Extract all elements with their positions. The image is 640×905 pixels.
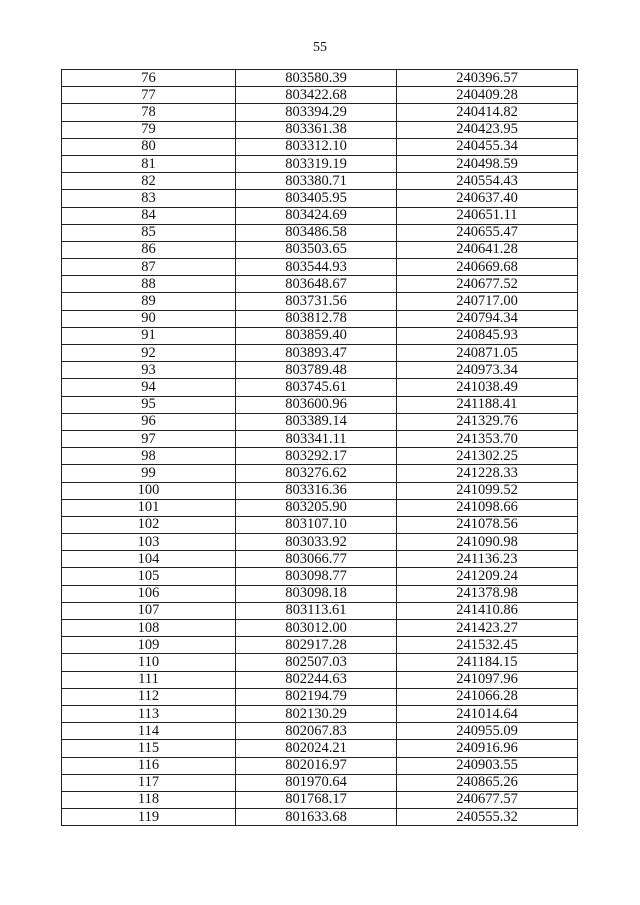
x-coordinate-cell: 803394.29 [236, 104, 397, 121]
point-number-cell: 80 [62, 138, 236, 155]
point-number-cell: 105 [62, 568, 236, 585]
table-row [62, 654, 578, 671]
table-row [62, 671, 578, 688]
y-coordinate-cell: 240669.68 [397, 259, 578, 276]
table-row [62, 705, 578, 722]
table-row [62, 809, 578, 826]
x-coordinate-cell: 803580.39 [236, 70, 397, 87]
point-number-cell: 98 [62, 448, 236, 465]
table-row [62, 155, 578, 172]
y-coordinate-cell: 240871.05 [397, 345, 578, 362]
x-coordinate-cell: 803361.38 [236, 121, 397, 138]
x-coordinate-cell: 803312.10 [236, 138, 397, 155]
table-row [62, 379, 578, 396]
point-number-cell: 81 [62, 155, 236, 172]
y-coordinate-cell: 241329.76 [397, 413, 578, 430]
y-coordinate-cell: 241209.24 [397, 568, 578, 585]
y-coordinate-cell: 241066.28 [397, 688, 578, 705]
x-coordinate-cell: 802067.83 [236, 723, 397, 740]
point-number-cell: 78 [62, 104, 236, 121]
x-coordinate-cell: 802024.21 [236, 740, 397, 757]
x-coordinate-cell: 803424.69 [236, 207, 397, 224]
x-coordinate-cell: 802130.29 [236, 705, 397, 722]
x-coordinate-cell: 802016.97 [236, 757, 397, 774]
x-coordinate-cell: 803405.95 [236, 190, 397, 207]
table-row [62, 345, 578, 362]
table-row [62, 138, 578, 155]
point-number-cell: 82 [62, 173, 236, 190]
y-coordinate-cell: 241038.49 [397, 379, 578, 396]
point-number-cell: 84 [62, 207, 236, 224]
point-number-cell: 119 [62, 809, 236, 826]
x-coordinate-cell: 803389.14 [236, 413, 397, 430]
point-number-cell: 110 [62, 654, 236, 671]
table-row [62, 310, 578, 327]
y-coordinate-cell: 241097.96 [397, 671, 578, 688]
table-row [62, 688, 578, 705]
y-coordinate-cell: 240637.40 [397, 190, 578, 207]
point-number-cell: 90 [62, 310, 236, 327]
x-coordinate-cell: 802507.03 [236, 654, 397, 671]
x-coordinate-cell: 803066.77 [236, 551, 397, 568]
point-number-cell: 102 [62, 516, 236, 533]
table-row [62, 276, 578, 293]
y-coordinate-cell: 241090.98 [397, 534, 578, 551]
page-number: 55 [313, 40, 327, 55]
table-row [62, 121, 578, 138]
point-number-cell: 88 [62, 276, 236, 293]
table-row [62, 774, 578, 791]
point-number-cell: 87 [62, 259, 236, 276]
x-coordinate-cell: 803731.56 [236, 293, 397, 310]
y-coordinate-cell: 241136.23 [397, 551, 578, 568]
point-number-cell: 94 [62, 379, 236, 396]
point-number-cell: 96 [62, 413, 236, 430]
y-coordinate-cell: 240916.96 [397, 740, 578, 757]
point-number-cell: 99 [62, 465, 236, 482]
x-coordinate-cell: 803341.11 [236, 430, 397, 447]
y-coordinate-cell: 241078.56 [397, 516, 578, 533]
x-coordinate-cell: 801633.68 [236, 809, 397, 826]
y-coordinate-cell: 241228.33 [397, 465, 578, 482]
y-coordinate-cell: 241532.45 [397, 637, 578, 654]
point-number-cell: 91 [62, 327, 236, 344]
x-coordinate-cell: 802194.79 [236, 688, 397, 705]
point-number-cell: 97 [62, 430, 236, 447]
x-coordinate-cell: 803503.65 [236, 241, 397, 258]
y-coordinate-cell: 241184.15 [397, 654, 578, 671]
x-coordinate-cell: 803812.78 [236, 310, 397, 327]
point-number-cell: 118 [62, 791, 236, 808]
point-number-cell: 112 [62, 688, 236, 705]
table-row [62, 499, 578, 516]
point-number-cell: 85 [62, 224, 236, 241]
x-coordinate-cell: 803422.68 [236, 87, 397, 104]
table-row [62, 602, 578, 619]
table-row [62, 190, 578, 207]
y-coordinate-cell: 241410.86 [397, 602, 578, 619]
table-row [62, 224, 578, 241]
table-row [62, 362, 578, 379]
point-number-cell: 108 [62, 620, 236, 637]
x-coordinate-cell: 803098.77 [236, 568, 397, 585]
y-coordinate-cell: 241378.98 [397, 585, 578, 602]
point-number-cell: 106 [62, 585, 236, 602]
x-coordinate-cell: 803205.90 [236, 499, 397, 516]
y-coordinate-cell: 241014.64 [397, 705, 578, 722]
x-coordinate-cell: 803098.18 [236, 585, 397, 602]
y-coordinate-cell: 240409.28 [397, 87, 578, 104]
table-row [62, 104, 578, 121]
point-number-cell: 107 [62, 602, 236, 619]
point-number-cell: 109 [62, 637, 236, 654]
table-row [62, 568, 578, 585]
point-number-cell: 114 [62, 723, 236, 740]
point-number-cell: 79 [62, 121, 236, 138]
x-coordinate-cell: 803745.61 [236, 379, 397, 396]
y-coordinate-cell: 240423.95 [397, 121, 578, 138]
x-coordinate-cell: 803893.47 [236, 345, 397, 362]
table-row [62, 791, 578, 808]
point-number-cell: 86 [62, 241, 236, 258]
x-coordinate-cell: 803113.61 [236, 602, 397, 619]
y-coordinate-cell: 240955.09 [397, 723, 578, 740]
point-number-cell: 92 [62, 345, 236, 362]
x-coordinate-cell: 803789.48 [236, 362, 397, 379]
table-row [62, 241, 578, 258]
y-coordinate-cell: 240973.34 [397, 362, 578, 379]
x-coordinate-cell: 801768.17 [236, 791, 397, 808]
point-number-cell: 111 [62, 671, 236, 688]
y-coordinate-cell: 240554.43 [397, 173, 578, 190]
y-coordinate-cell: 240677.57 [397, 791, 578, 808]
coordinates-table [61, 69, 578, 826]
y-coordinate-cell: 240677.52 [397, 276, 578, 293]
y-coordinate-cell: 241423.27 [397, 620, 578, 637]
point-number-cell: 76 [62, 70, 236, 87]
x-coordinate-cell: 803319.19 [236, 155, 397, 172]
table-row [62, 448, 578, 465]
point-number-cell: 115 [62, 740, 236, 757]
x-coordinate-cell: 803544.93 [236, 259, 397, 276]
y-coordinate-cell: 240396.57 [397, 70, 578, 87]
x-coordinate-cell: 803012.00 [236, 620, 397, 637]
table-row [62, 413, 578, 430]
x-coordinate-cell: 802244.63 [236, 671, 397, 688]
table-row [62, 534, 578, 551]
table-row [62, 757, 578, 774]
point-number-cell: 101 [62, 499, 236, 516]
y-coordinate-cell: 241098.66 [397, 499, 578, 516]
table-row [62, 740, 578, 757]
table-row [62, 723, 578, 740]
x-coordinate-cell: 803276.62 [236, 465, 397, 482]
point-number-cell: 100 [62, 482, 236, 499]
table-row [62, 327, 578, 344]
table-row [62, 620, 578, 637]
table-row [62, 585, 578, 602]
table-row [62, 70, 578, 87]
y-coordinate-cell: 240555.32 [397, 809, 578, 826]
point-number-cell: 93 [62, 362, 236, 379]
table-row [62, 482, 578, 499]
x-coordinate-cell: 803486.58 [236, 224, 397, 241]
point-number-cell: 116 [62, 757, 236, 774]
y-coordinate-cell: 240845.93 [397, 327, 578, 344]
y-coordinate-cell: 240794.34 [397, 310, 578, 327]
y-coordinate-cell: 240903.55 [397, 757, 578, 774]
point-number-cell: 89 [62, 293, 236, 310]
point-number-cell: 103 [62, 534, 236, 551]
table-row [62, 293, 578, 310]
y-coordinate-cell: 241188.41 [397, 396, 578, 413]
y-coordinate-cell: 241099.52 [397, 482, 578, 499]
coordinates-table-body [62, 70, 578, 826]
table-row [62, 430, 578, 447]
x-coordinate-cell: 803600.96 [236, 396, 397, 413]
point-number-cell: 117 [62, 774, 236, 791]
y-coordinate-cell: 240717.00 [397, 293, 578, 310]
point-number-cell: 113 [62, 705, 236, 722]
x-coordinate-cell: 803033.92 [236, 534, 397, 551]
x-coordinate-cell: 803648.67 [236, 276, 397, 293]
y-coordinate-cell: 240651.11 [397, 207, 578, 224]
y-coordinate-cell: 240865.26 [397, 774, 578, 791]
x-coordinate-cell: 803292.17 [236, 448, 397, 465]
table-row [62, 516, 578, 533]
table-row [62, 259, 578, 276]
table-row [62, 87, 578, 104]
x-coordinate-cell: 803107.10 [236, 516, 397, 533]
y-coordinate-cell: 240498.59 [397, 155, 578, 172]
point-number-cell: 77 [62, 87, 236, 104]
y-coordinate-cell: 241353.70 [397, 430, 578, 447]
x-coordinate-cell: 803380.71 [236, 173, 397, 190]
x-coordinate-cell: 802917.28 [236, 637, 397, 654]
table-row [62, 465, 578, 482]
x-coordinate-cell: 803316.36 [236, 482, 397, 499]
point-number-cell: 95 [62, 396, 236, 413]
table-row [62, 173, 578, 190]
y-coordinate-cell: 240414.82 [397, 104, 578, 121]
x-coordinate-cell: 801970.64 [236, 774, 397, 791]
point-number-cell: 83 [62, 190, 236, 207]
table-row [62, 551, 578, 568]
y-coordinate-cell: 240641.28 [397, 241, 578, 258]
point-number-cell: 104 [62, 551, 236, 568]
x-coordinate-cell: 803859.40 [236, 327, 397, 344]
table-row [62, 396, 578, 413]
table-row [62, 637, 578, 654]
y-coordinate-cell: 240655.47 [397, 224, 578, 241]
y-coordinate-cell: 241302.25 [397, 448, 578, 465]
table-row [62, 207, 578, 224]
y-coordinate-cell: 240455.34 [397, 138, 578, 155]
